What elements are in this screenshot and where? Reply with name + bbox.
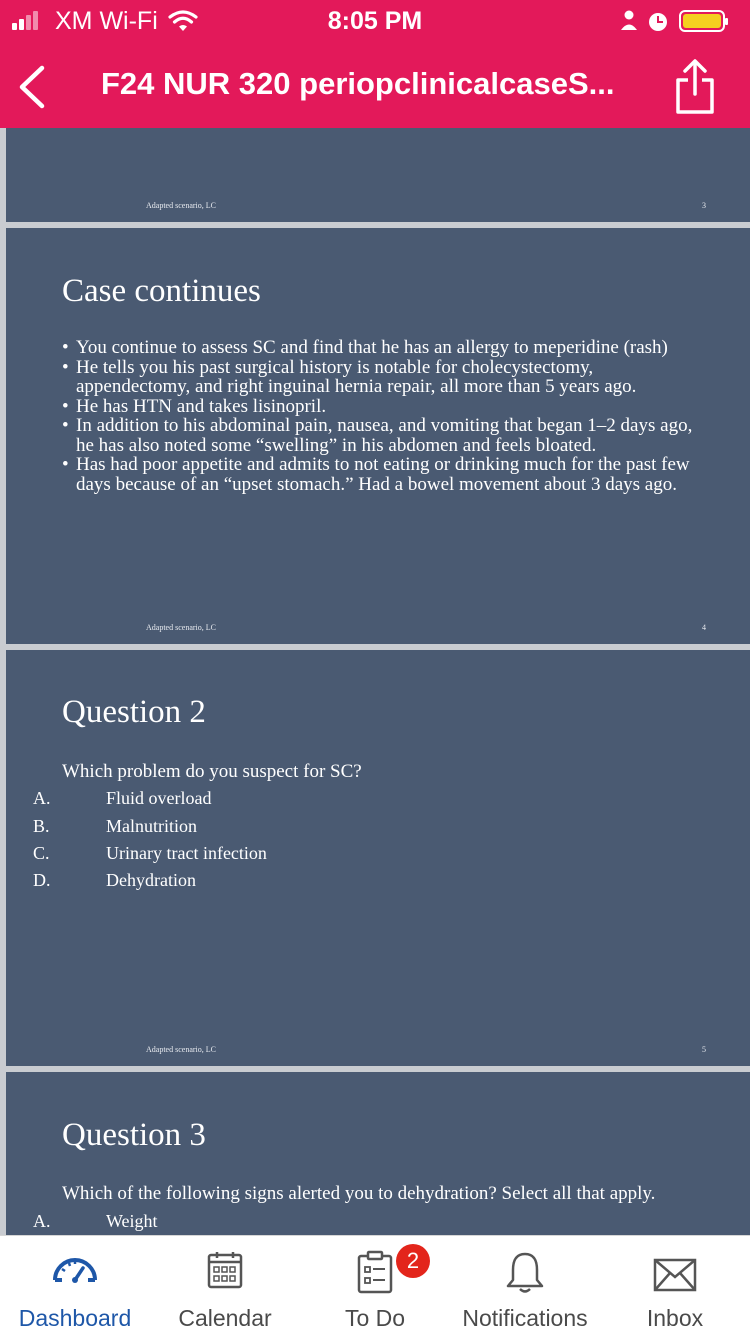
option-letter: B.: [33, 816, 50, 836]
battery-icon: [680, 11, 728, 31]
slide-title: Case continues: [62, 273, 261, 309]
todo-badge: 2: [396, 1244, 430, 1278]
tab-label: Calendar: [178, 1305, 272, 1331]
slide-title: Question 2: [62, 694, 206, 730]
slide-page-number: 4: [702, 623, 706, 632]
answer-option: [6, 843, 750, 869]
todo-icon: [356, 1250, 394, 1294]
status-icons: [620, 8, 730, 34]
app-header: [0, 0, 750, 128]
tab-notifications[interactable]: [450, 1236, 600, 1334]
option-letter: D.: [33, 870, 51, 890]
option-letter: A.: [33, 788, 51, 808]
bullet-item: • He has HTN and takes lisinopril.: [62, 397, 702, 417]
slide-5: [6, 650, 750, 1066]
option-text: Fluid overload: [106, 788, 212, 808]
person-icon: [621, 11, 637, 31]
dashboard-icon: [50, 1250, 100, 1284]
option-text: Dehydration: [106, 870, 196, 890]
slide-footer: Adapted scenario, LC: [146, 623, 216, 632]
tab-label: Notifications: [462, 1305, 588, 1331]
slide-page-number: 3: [702, 201, 706, 210]
slide-4: [6, 228, 750, 644]
answer-option: [6, 788, 750, 814]
bullet-list: [62, 338, 702, 494]
tab-inbox[interactable]: [600, 1236, 750, 1334]
option-text: Urinary tract infection: [106, 843, 267, 863]
tab-dashboard[interactable]: [0, 1236, 150, 1334]
bullet-item: • In addition to his abdominal pain, nausea, and vomiting that began 1–2 days ago, he has also noted some “swelling” in his abdomen and feels bloated.: [62, 416, 702, 455]
tab-label: To Do: [344, 1305, 406, 1331]
bullet-item: • You continue to assess SC and find that he has an allergy to meperidine (rash): [62, 338, 702, 358]
option-letter: A.: [33, 1211, 51, 1231]
inbox-icon: [653, 1258, 697, 1292]
share-icon[interactable]: [672, 56, 718, 116]
slide-3: [6, 128, 750, 222]
question-text: Which of the following signs alerted you to dehydration? Select all that apply.: [62, 1183, 656, 1204]
nav-bar: [0, 52, 750, 122]
document-title: F24 NUR 320 periopclinicalcaseS...: [101, 66, 615, 101]
bullet-item: • He tells you his past surgical history is notable for cholecystectomy, appendectomy, and right inguinal hernia repair, all more than 5 years ago.: [62, 358, 702, 397]
slide-title: Question 3: [62, 1117, 206, 1153]
answer-option: [6, 1211, 750, 1235]
option-text: Malnutrition: [106, 816, 197, 836]
alarm-icon: [649, 13, 667, 31]
slide-page-number: 5: [702, 1045, 706, 1054]
answer-option: [6, 870, 750, 896]
status-time: 8:05 PM: [327, 7, 423, 35]
answer-option: [6, 816, 750, 842]
tab-bar: [0, 1235, 750, 1334]
tab-calendar[interactable]: [150, 1236, 300, 1334]
tab-label: Dashboard: [18, 1305, 132, 1331]
slide-6: [6, 1072, 750, 1235]
option-letter: C.: [33, 843, 50, 863]
tab-todo[interactable]: [300, 1236, 450, 1334]
question-text: Which problem do you suspect for SC?: [62, 761, 362, 782]
tab-label: Inbox: [646, 1305, 704, 1331]
calendar-icon: [206, 1250, 244, 1290]
slide-footer: Adapted scenario, LC: [146, 1045, 216, 1054]
bell-icon: [505, 1250, 545, 1294]
document-viewer[interactable]: [0, 128, 750, 1235]
option-text: Weight: [106, 1211, 158, 1231]
status-bar: [0, 0, 750, 40]
slide-footer: Adapted scenario, LC: [146, 201, 216, 210]
back-chevron-icon[interactable]: [14, 60, 50, 114]
bullet-item: • Has had poor appetite and admits to not eating or drinking much for the past few days because of an “upset stomach.” Had a bowel movement about 3 days ago.: [62, 455, 702, 494]
carrier-label: XM Wi-Fi: [55, 7, 158, 35]
